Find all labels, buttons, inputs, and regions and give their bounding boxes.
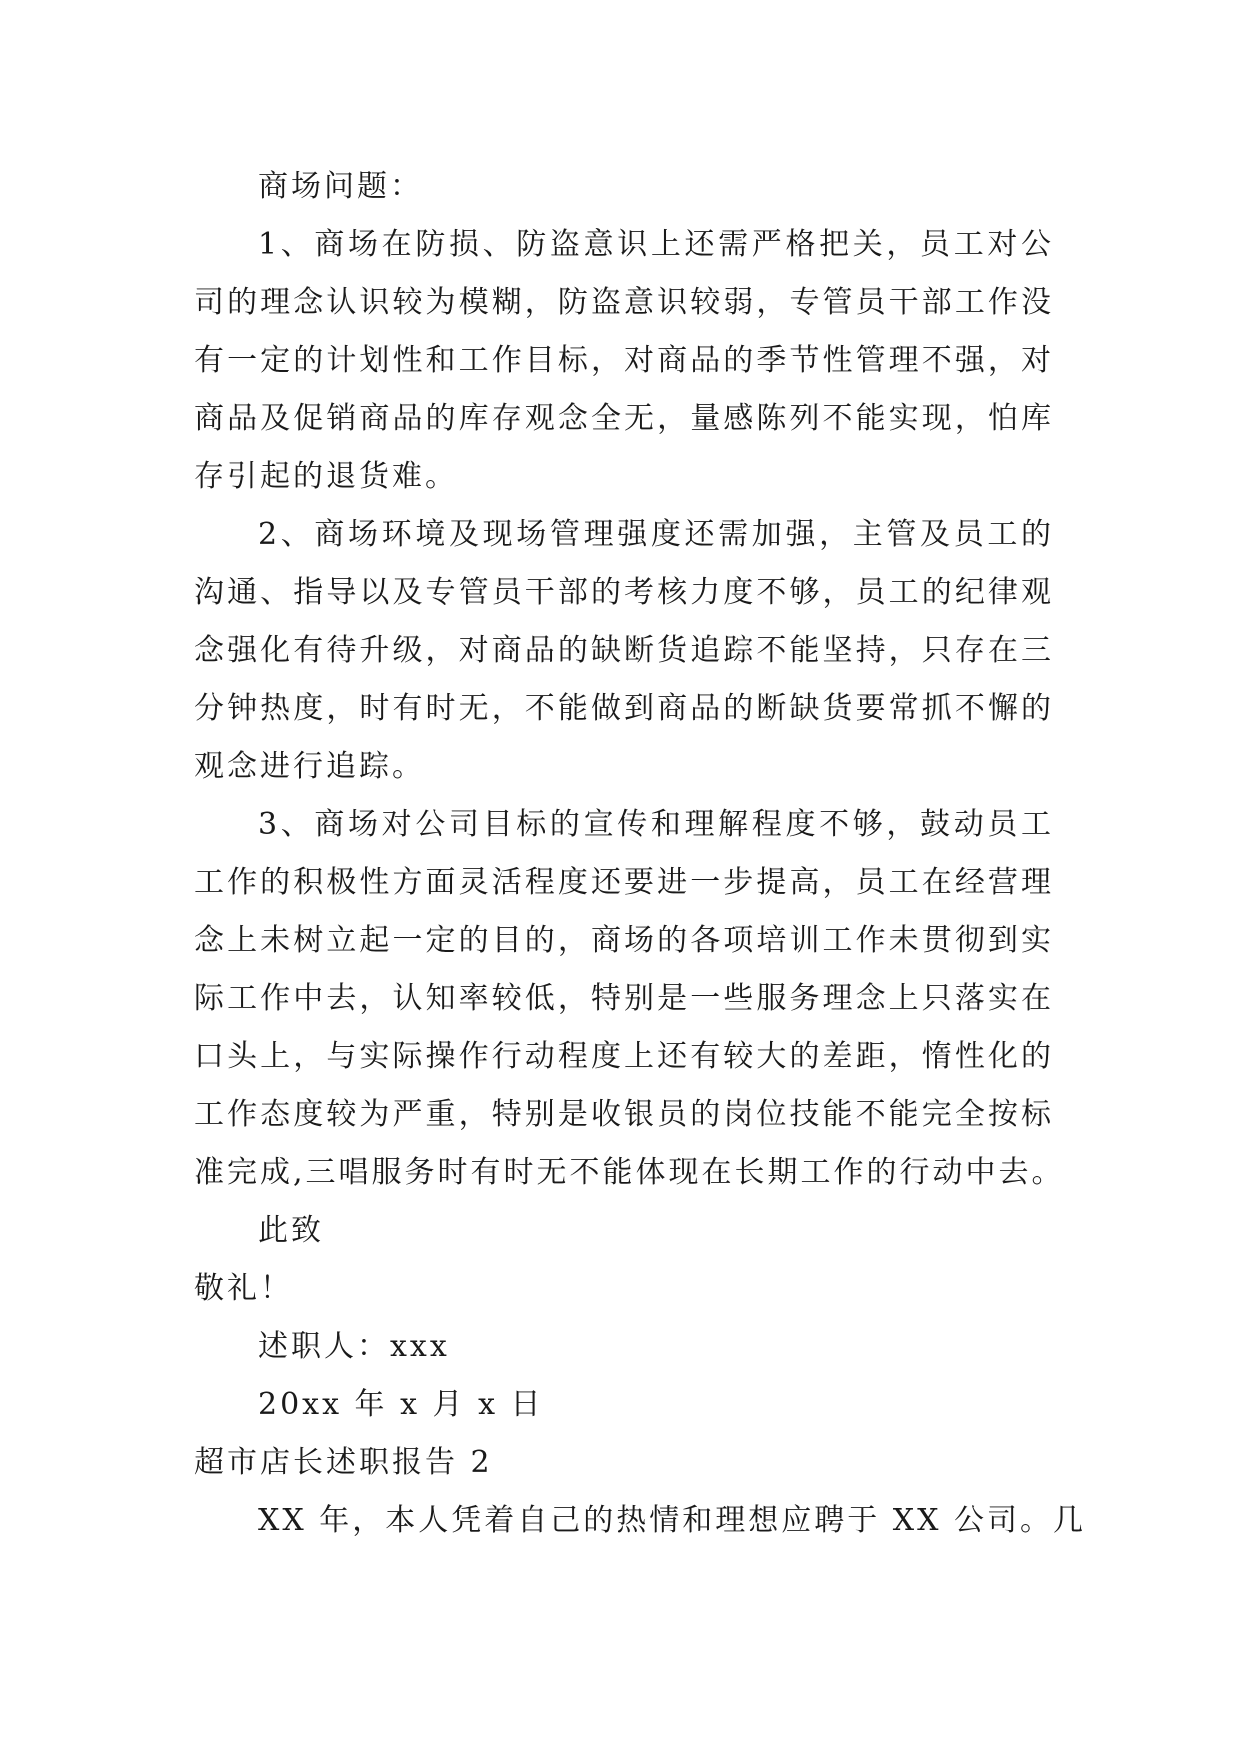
document-body bbox=[194, 158, 1087, 1550]
document-line: 分钟热度，时有时无，不能做到商品的断缺货要常抓不懈的 bbox=[194, 691, 1054, 726]
document-line: 司的理念认识较为模糊，防盗意识较弱，专管员干部工作没 bbox=[194, 285, 1054, 320]
document-line: 此致 bbox=[258, 1213, 324, 1248]
document-line: 际工作中去，认知率较低，特别是一些服务理念上只落实在 bbox=[194, 981, 1054, 1016]
document-line: 商品及促销商品的库存观念全无，量感陈列不能实现，怕库 bbox=[194, 401, 1054, 436]
document-line: 述职人：xxx bbox=[258, 1329, 450, 1364]
document-line: 工作的积极性方面灵活程度还要进一步提高，员工在经营理 bbox=[194, 865, 1054, 900]
document-line: 沟通、指导以及专管员干部的考核力度不够，员工的纪律观 bbox=[194, 575, 1054, 610]
document-line: 20xx 年 x 月 x 日 bbox=[258, 1387, 544, 1422]
document-line: 有一定的计划性和工作目标，对商品的季节性管理不强，对 bbox=[194, 343, 1054, 378]
document-line: 商场问题： bbox=[258, 169, 423, 204]
document-line: 观念进行追踪。 bbox=[194, 749, 425, 784]
document-line: 工作态度较为严重，特别是收银员的岗位技能不能完全按标 bbox=[194, 1097, 1054, 1132]
document-line: 敬礼！ bbox=[194, 1271, 293, 1306]
document-line: 念强化有待升级，对商品的缺断货追踪不能坚持，只存在三 bbox=[194, 633, 1054, 668]
document-line: 准完成,三唱服务时有时无不能体现在长期工作的行动中去。 bbox=[194, 1155, 1065, 1190]
document-line: 2、商场环境及现场管理强度还需加强，主管及员工的 bbox=[258, 517, 1054, 552]
document-line: 口头上，与实际操作行动程度上还有较大的差距，惰性化的 bbox=[194, 1039, 1054, 1074]
document-line: 超市店长述职报告 2 bbox=[194, 1445, 493, 1480]
document-line: 念上未树立起一定的目的，商场的各项培训工作未贯彻到实 bbox=[194, 923, 1054, 958]
document-line: 存引起的退货难。 bbox=[194, 459, 458, 494]
document-line: 3、商场对公司目标的宣传和理解程度不够，鼓动员工 bbox=[258, 807, 1054, 842]
document-line: 1、商场在防损、防盗意识上还需严格把关，员工对公 bbox=[258, 227, 1054, 262]
document-line: XX 年，本人凭着自己的热情和理想应聘于 XX 公司。几 bbox=[258, 1503, 1087, 1538]
